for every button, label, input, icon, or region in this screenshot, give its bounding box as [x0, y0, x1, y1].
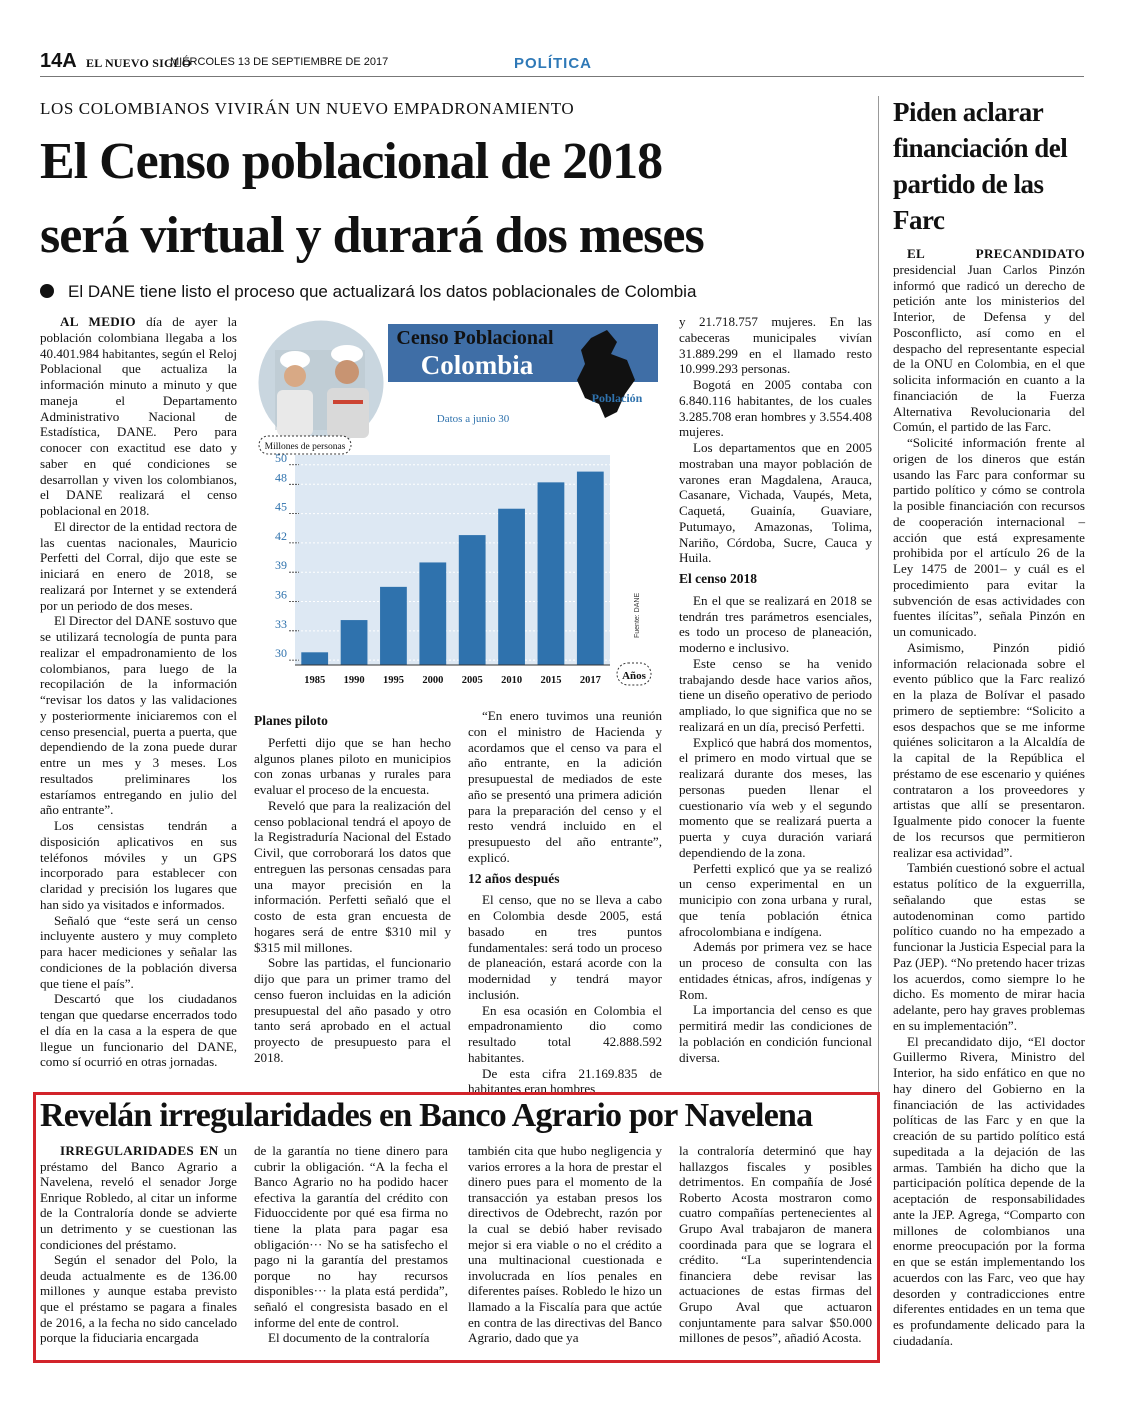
- article-paragraph: IRREGULARIDADES EN un préstamo del Banco Agrario a Navelena, reveló el senador Jorge Enrique Robledo, al citar un informe de la Contraloría donde se advierte un detrimento y se cuestionan las condiciones del préstamo.: [40, 1143, 237, 1252]
- article-paragraph: El documento de la contraloría: [268, 1330, 430, 1346]
- box-headline: Revelán irregularidades en Banco Agrario por Navelena: [40, 1097, 813, 1134]
- section-label: POLÍTICA: [514, 55, 592, 72]
- lead-in: EL PRECANDIDATO: [907, 246, 1085, 261]
- chart-source: Fuente: DANE: [634, 592, 641, 638]
- article-paragraph: también cita que hubo negligencia y varios errores a la hora de prestar el dinero pues para el momento de la transacción ya estaban presos los directivos de Odebrecht, razón por la cual se debió haber revisado mejor si era viable o no el crédito a una multinacional cuestionada e involucrada en líos penales en diferentes países. Robledo le hizo un llamado a la Fiscalía para que actúe en contra de las directivas del Banco Agrario, dado que ya: [468, 1143, 662, 1346]
- article-paragraph: Además por primera vez se hace un proceso de consulta con las entidades étnicas, afros, indígenas y Rom.: [679, 939, 872, 1002]
- article-paragraph: También cuestionó sobre el actual estatus político de la exguerrilla, señalando que estas se autodenominan como partido político cuando no ha empezado a funcionar la Justicia Especial para la Paz (JEP). “No pretendo hacer trizas los acuerdos, como siempre lo he dicho. Es momento de mirar hacia adelante, pero hay graves problemas en su implementación”.: [893, 860, 1085, 1033]
- chart-bar: [301, 652, 328, 665]
- box-column-1: [40, 1143, 237, 1346]
- subheading: 12 años después: [468, 870, 560, 886]
- article-paragraph: Explicó que habrá dos momentos, el primero en modo virtual que se realizará durante dos meses, las personas pueden llenar el cuestionario vía web y el segundo momento que se realizará puerta a puerta y cuya duración variará dependiendo de la zona.: [679, 734, 872, 860]
- chart-subtitle: Colombia: [420, 350, 534, 380]
- y-tick-label: 42: [275, 528, 287, 543]
- article-paragraph: Perfetti explicó que ya se realizó un censo experimental en un municipio con zona urbana y rural, que tenía población étnica afrocolombiana e indígena.: [679, 860, 872, 939]
- chart-note: Datos a junio 30: [436, 413, 510, 425]
- article-paragraph: y 21.718.757 mujeres. En las cabeceras municipales vivían 31.889.299 en el llamado resto 10.999.293 personas.: [679, 314, 872, 377]
- article-paragraph: Asimismo, Pinzón pidió información relacionada sobre el evento público que la Farc realizó en la plaza de Bolívar el pasado primero de septiembre: “Solicito a esos despachos que se me informe quiénes solicitaron a la Alcaldía de la capital de la República el préstamo de ese escenario y quiénes contrataron a los proveedores y artistas que allí se presentaron. Igualmente pido conocer la fuente de los recursos que permitieron realizar esa actividad”.: [893, 639, 1085, 860]
- subheading: El censo 2018: [679, 571, 758, 586]
- y-tick-label: 36: [275, 587, 287, 602]
- x-tick-label: 2000: [422, 675, 444, 686]
- article-deck: [40, 282, 696, 302]
- article-paragraph: AL MEDIO día de ayer la población colombiana llegaba a los 40.401.984 habitantes, según el Reloj Poblacional que actualiza la información minuto a minuto y que maneja el Departamento Administrativo Nacional de Estadística, DANE. Pero para conocer con exactitud ese dato y saber en qué condiciones se desarrollan y viven los colombianos, el DANE realizará el censo poblacional en 2018.: [40, 314, 237, 518]
- x-tick-label: 1985: [304, 675, 326, 686]
- article-paragraph: Según el senador del Polo, la deuda actualmente es de 136.00 millones y aunque estaba previsto que el préstamo se pagara a finales de 2016, a la fecha no sido cancelado porque la fiduciaria encargada: [40, 1252, 237, 1346]
- article-paragraph: “En enero tuvimos una reunión con el ministro de Hacienda y acordamos que el censo va para el año entrante, en la adición presupuestal de mediados de este año se presentó una primera adición para la preparación del censo y el resto vendrá incluido en el presupuesto del año entrante”, explicó.: [468, 708, 662, 865]
- header-divider: [40, 76, 1084, 77]
- article-headline-line-2: será virtual y durará dos meses: [40, 207, 704, 264]
- y-axis-label: Millones de personas: [264, 442, 346, 452]
- page-number: 14A: [40, 50, 77, 72]
- chart-badge: Población: [591, 391, 643, 405]
- population-chart-svg: [255, 320, 663, 702]
- y-tick-label: 30: [275, 646, 287, 661]
- article-kicker: LOS COLOMBIANOS VIVIRÁN UN NUEVO EMPADRONAMIENTO: [40, 99, 575, 118]
- chart-bar: [380, 587, 407, 665]
- article-paragraph: Descartó que los ciudadanos tengan que quedarse encerrados todo el día en la casa a la espera de que llegue un funcionario del DANE, como sí ocurrió en otras jornadas.: [40, 991, 237, 1070]
- x-axis-label: Años: [622, 670, 646, 682]
- x-tick-label: 1990: [343, 675, 365, 686]
- article-paragraph: El precandidato dijo, “El doctor Guillermo Rivera, Ministro del Interior, ha sido enfático en que no hay dinero del Gobierno en la financiación de las actividades políticas de las Farc y en que la creación de su partido político está supeditada a la dejación de las armas. También ha dicho que la participación política depende de la aceptación de responsabilidades ante la JEP. Agrega, “Comparto con millones de colombianos una enorme preocupación por la forma en que se están implementando los acuerdos con las Farc, veo que hay desorden y contradicciones entre diferentes entidades en un tema que es profundamente delicado para la ciudadanía.: [893, 1033, 1085, 1348]
- chart-bar: [341, 620, 368, 665]
- article-paragraph: EL PRECANDIDATO presidencial Juan Carlos Pinzón informó que radicó un derecho de petición ante los ministerios del Interior, de Defensa y del Posconflicto, así como en el despacho del representante especial de la ONU en Colombia, en el que solicita información en cuanto a la financiación de la Fuerza Alternativa Revolucionaria del Común, el partido de las Farc.: [893, 246, 1085, 435]
- chart-bar: [577, 472, 604, 665]
- article-paragraph: Los censistas tendrán a disposición aplicativos en sus teléfonos móviles y un GPS incorporado para establecer con claridad y precisión los lugares que han sido ya visitados e informados.: [40, 818, 237, 912]
- bullet-icon: [40, 284, 54, 298]
- x-tick-label: 2017: [579, 675, 601, 686]
- article-paragraph: El Director del DANE sostuvo que se utilizará tecnología de punta para realizar el empadronamiento de los colombianos, para luego de la recopilación de la información “revisar los datos y las validaciones y posteriormente iniciaremos con el censo presencial, puerta a puerta, que dependiendo de la zona puede durar entre un mes y 3 meses. Los resultados preliminares los estaríamos entregando en julio del año entrante”.: [40, 613, 237, 818]
- y-tick-label: 50: [275, 450, 287, 465]
- y-tick-label: 39: [275, 558, 287, 573]
- box-column-4: [679, 1143, 872, 1346]
- x-tick-label: 1995: [382, 675, 404, 686]
- article-paragraph: de la garantía no tiene dinero para cubrir la obligación. “A la fecha el Banco Agrario no ha podido hacer efectiva la garantía del crédito con Fiduoccidente por qué esa firma no tiene la plata para pagar esa obligación··· No se ha satisfecho el pago ni la garantía del prestamos porque no hay recursos disponibles··· la plata está perdida”, señaló el congresista basado en el informe del ente de control.: [254, 1143, 448, 1330]
- article-paragraph: Perfetti dijo que se han hecho algunos planes piloto en municipios con zonas urbanas y rurales para evaluar el proceso de la encuesta.: [254, 734, 451, 797]
- newspaper-name: EL NUEVO SIGLO: [86, 56, 192, 70]
- x-tick-label: 2015: [540, 675, 562, 686]
- chart-bar: [459, 535, 486, 665]
- article-column-2: [254, 708, 451, 1066]
- lead-in: AL MEDIO: [60, 314, 136, 329]
- issue-date: MIÉRCOLES 13 DE SEPTIEMBRE DE 2017: [170, 56, 389, 68]
- y-tick-label: 48: [275, 470, 287, 485]
- chart-bar: [498, 509, 525, 665]
- chart-title: Censo Poblacional: [396, 327, 554, 349]
- article-paragraph: Bogotá en 2005 contaba con 6.840.116 habitantes, de los cuales 3.285.708 eran hombres y 3.554.408 mujeres.: [679, 377, 872, 440]
- box-column-3: [468, 1143, 662, 1346]
- article-paragraph: En esa ocasión en Colombia el empadronamiento dio como resultado total 42.888.592 habitantes.: [468, 1002, 662, 1065]
- chart-plot-area: [275, 451, 610, 686]
- article-column-1: [40, 314, 237, 1070]
- x-tick-label: 2005: [461, 675, 483, 686]
- sidebar-headline: Piden aclarar financiación del partido de las Farc: [893, 97, 1068, 235]
- article-paragraph: la contraloría determinó que hay hallazgos fiscales y posibles detrimentos. En compañía de José Roberto Acosta mostraron como cuatro compañías pertenecientes al Grupo Aval trabajaron de manera coordinada para que se lograra el crédito. “La superintendencia financiera debe revisar las actuaciones de estas firmas del Grupo Aval que actuaron conjuntamente para salvar $50.000 millones de pesos”, añadió Acosta.: [679, 1143, 872, 1346]
- article-paragraph: El censo, que no se lleva a cabo en Colombia desde 2005, está basado en tres puntos fundamentales: será todo un proceso de planeación, estará acorde con la modernidad y tendrá mayor inclusión.: [468, 892, 662, 1002]
- box-column-2: [254, 1143, 448, 1346]
- article-column-4: [679, 314, 872, 1065]
- article-paragraph: Los departamentos que en 2005 mostraban una mayor población de varones eran Magdalena, Arauca, Casanare, Vichada, Vaupés, Meta, Caquetá, Guainía, Guaviare, Putumayo, Amazonas, Tolima, Nariño, Córdoba, Sucre, Cauca y Huila.: [679, 440, 872, 566]
- article-paragraph: Señaló que “este será un censo incluyente austero y muy completo para hacer mediciones y señalar las condiciones de la población diversa que tiene el país”.: [40, 912, 237, 991]
- article-paragraph: Este censo se ha venido trabajando desde hace varios años, tiene un diseño operativo de periodo ampliado, lo que significa que no se realizará en un día, precisó Perfetti.: [679, 655, 872, 734]
- article-paragraph: La importancia del censo es que permitirá medir las condiciones de la población en condición funcional diversa.: [679, 1002, 872, 1065]
- article-column-3: [468, 708, 662, 1097]
- article-paragraph: Sobre las partidas, el funcionario dijo que para un primer tramo del censo fueron incluidas en la adición presupuestal del año pasado y otro tanto será aprobado en el actual proyecto de presupuesto para el 2018.: [254, 955, 451, 1065]
- lead-in: IRREGULARIDADES EN: [60, 1143, 219, 1158]
- x-tick-label: 2010: [501, 675, 523, 686]
- article-paragraph: Reveló que para la realización del censo poblacional tendrá el apoyo de la Registraduría Nacional del Estado Civil, que corroborará los datos que entreguen las personas censadas para una mayor precisión en la información. Perfetti señaló que el costo de esta gran encuesta de hogares será de entre $310 mil y $315 mil millones.: [254, 797, 451, 955]
- chart-bar: [538, 482, 565, 665]
- article-deck-text: El DANE tiene listo el proceso que actualizará los datos poblacionales de Colombia: [68, 282, 697, 301]
- article-paragraph: “Solicité información frente al origen de los dineros que están usando las Farc para conformar su partido político y cómo se controla la posible financiación con recursos de cooperación internacional –acción que está expresamente prohibida por el artículo 26 de la Ley 1475 de 2001– y cuál es el procedimiento para evitar la subvención de esas actividades con fuentes ilícitas”, señala Pinzón en un comunicado.: [893, 435, 1085, 639]
- article-paragraph: De esta cifra 21.169.835 de habitantes eran hombres: [468, 1065, 662, 1097]
- population-chart: [255, 320, 663, 702]
- y-tick-label: 33: [275, 616, 287, 631]
- article-headline-line-1: El Censo poblacional de 2018: [40, 133, 663, 190]
- subheading: Planes piloto: [254, 713, 328, 728]
- y-tick-label: 45: [275, 499, 287, 514]
- sidebar-body: [893, 246, 1085, 1349]
- article-paragraph: En el que se realizará en 2018 se tendrán tres parámetros esenciales, es todo un proceso de planeación, moderno e inclusivo.: [679, 592, 872, 655]
- chart-bar: [419, 562, 446, 665]
- article-paragraph: El director de la entidad rectora de las cuentas nacionales, Mauricio Perfetti del Corral, dijo que este se iniciará en enero de 2018, se realizará por Internet y se extenderá por un periodo de dos meses.: [40, 518, 237, 613]
